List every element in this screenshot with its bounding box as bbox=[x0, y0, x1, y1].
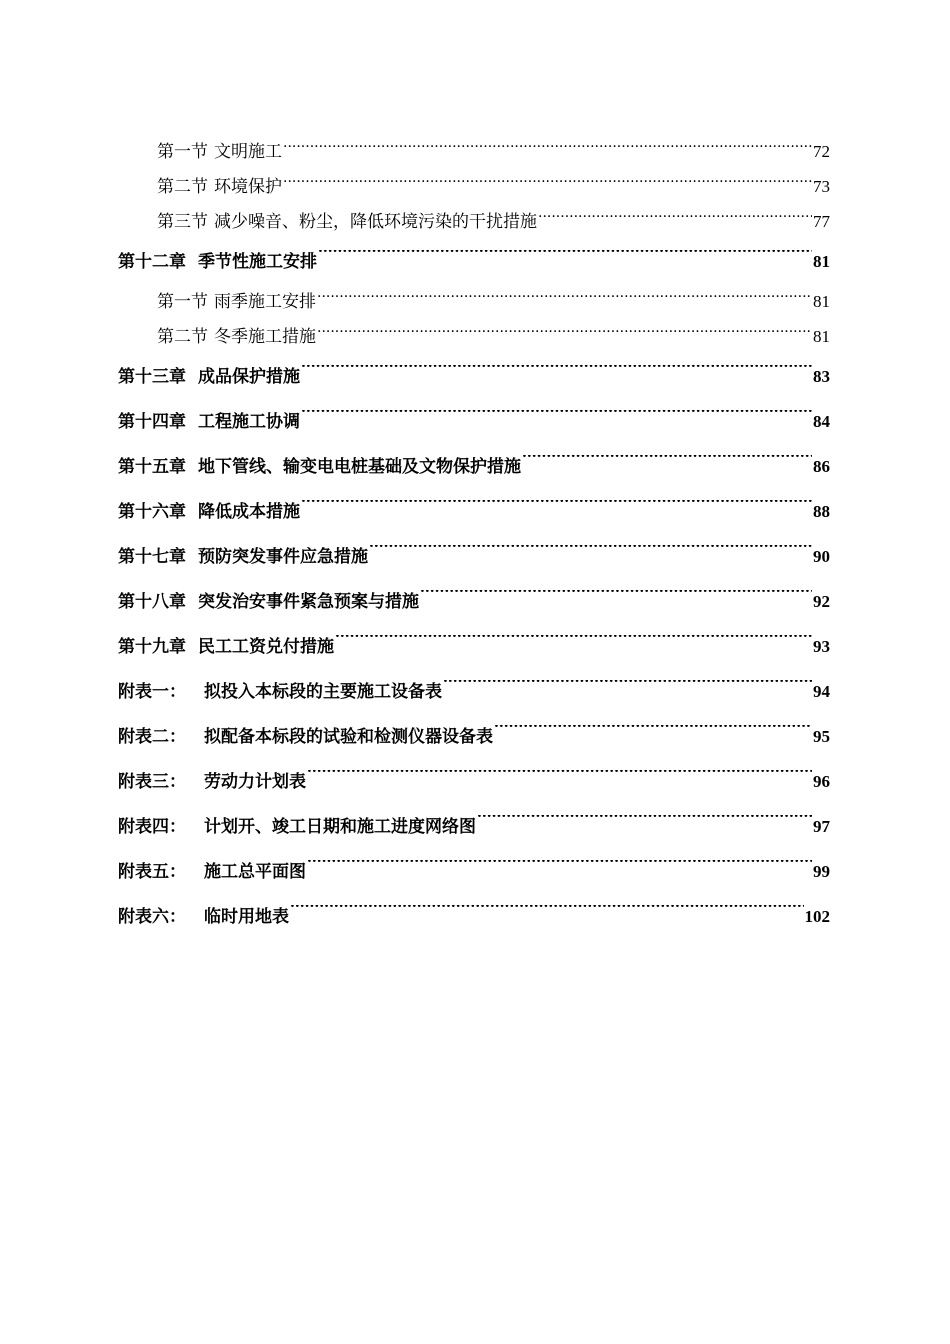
toc-entry-label: 第十五章 bbox=[118, 457, 186, 477]
toc-entry-title: 拟配备本标段的试验和检测仪器设备表 bbox=[204, 727, 493, 747]
toc-dot-leader bbox=[369, 545, 812, 562]
toc-entry-label: 附表一： bbox=[118, 682, 186, 702]
toc-entry-title: 降低成本措施 bbox=[198, 502, 300, 522]
toc-dot-leader bbox=[301, 365, 812, 382]
toc-entry-section[interactable] bbox=[118, 284, 830, 319]
toc-entry-appendix[interactable] bbox=[118, 894, 830, 939]
toc-entry-title: 环境保护 bbox=[214, 177, 282, 197]
toc-dot-leader bbox=[317, 290, 812, 307]
toc-entry-chapter[interactable] bbox=[118, 534, 830, 579]
toc-entry-page: 88 bbox=[813, 502, 830, 521]
toc-entry-label: 附表四： bbox=[118, 817, 186, 837]
toc-entry-title: 成品保护措施 bbox=[198, 367, 300, 387]
toc-entry-label: 第二节 bbox=[157, 177, 208, 197]
toc-entry-page: 84 bbox=[813, 412, 830, 431]
toc-entry-label: 第一节 bbox=[157, 292, 208, 312]
toc-dot-leader bbox=[283, 175, 812, 192]
toc-dot-leader bbox=[307, 860, 812, 877]
toc-entry-section[interactable] bbox=[118, 134, 830, 169]
toc-entry-page: 97 bbox=[813, 817, 830, 836]
toc-entry-chapter[interactable] bbox=[118, 239, 830, 284]
toc-entry-title: 预防突发事件应急措施 bbox=[198, 547, 368, 567]
toc-entry-label: 第十八章 bbox=[118, 592, 186, 612]
toc-entry-page: 93 bbox=[813, 637, 830, 656]
toc-entry-title: 文明施工 bbox=[214, 142, 282, 162]
toc-entry-title: 冬季施工措施 bbox=[214, 327, 316, 347]
toc-dot-leader bbox=[494, 725, 812, 742]
toc-dot-leader bbox=[301, 500, 812, 517]
toc-dot-leader bbox=[335, 635, 812, 652]
toc-entry-title: 施工总平面图 bbox=[204, 862, 306, 882]
toc-dot-leader bbox=[443, 680, 812, 697]
toc-entry-title: 工程施工协调 bbox=[198, 412, 300, 432]
toc-entry-label: 第十七章 bbox=[118, 547, 186, 567]
toc-entry-label: 第三节 bbox=[157, 212, 208, 232]
toc-entry-page: 90 bbox=[813, 547, 830, 566]
toc-entry-section[interactable] bbox=[118, 169, 830, 204]
toc-dot-leader bbox=[538, 210, 812, 227]
toc-entry-page: 99 bbox=[813, 862, 830, 881]
toc-entry-label: 第十四章 bbox=[118, 412, 186, 432]
toc-entry-label: 第二节 bbox=[157, 327, 208, 347]
toc-entry-title: 计划开、竣工日期和施工进度网络图 bbox=[204, 817, 476, 837]
toc-entry-section[interactable] bbox=[118, 319, 830, 354]
toc-entry-appendix[interactable] bbox=[118, 804, 830, 849]
table-of-contents bbox=[118, 134, 830, 939]
toc-dot-leader bbox=[317, 325, 812, 342]
toc-entry-title: 突发治安事件紧急预案与措施 bbox=[198, 592, 419, 612]
toc-entry-page: 81 bbox=[813, 327, 830, 346]
toc-dot-leader bbox=[307, 770, 812, 787]
toc-entry-label: 第十三章 bbox=[118, 367, 186, 387]
toc-entry-page: 102 bbox=[804, 907, 830, 926]
toc-entry-page: 73 bbox=[813, 177, 830, 196]
toc-entry-page: 96 bbox=[813, 772, 830, 791]
toc-entry-appendix[interactable] bbox=[118, 849, 830, 894]
toc-dot-leader bbox=[477, 815, 812, 832]
toc-entry-page: 81 bbox=[813, 292, 830, 311]
toc-entry-chapter[interactable] bbox=[118, 444, 830, 489]
toc-dot-leader bbox=[522, 455, 812, 472]
toc-entry-page: 83 bbox=[813, 367, 830, 386]
toc-entry-page: 81 bbox=[813, 252, 830, 271]
toc-entry-page: 72 bbox=[813, 142, 830, 161]
toc-entry-label: 附表二： bbox=[118, 727, 186, 747]
toc-entry-chapter[interactable] bbox=[118, 579, 830, 624]
toc-entry-label: 第一节 bbox=[157, 142, 208, 162]
toc-entry-appendix[interactable] bbox=[118, 669, 830, 714]
toc-entry-title: 季节性施工安排 bbox=[198, 252, 317, 272]
toc-entry-label: 附表六： bbox=[118, 907, 186, 927]
toc-entry-title: 雨季施工安排 bbox=[214, 292, 316, 312]
toc-entry-page: 94 bbox=[813, 682, 830, 701]
toc-entry-label: 第十六章 bbox=[118, 502, 186, 522]
toc-entry-title: 劳动力计划表 bbox=[204, 772, 306, 792]
toc-entry-appendix[interactable] bbox=[118, 759, 830, 804]
toc-dot-leader bbox=[420, 590, 812, 607]
toc-entry-title: 拟投入本标段的主要施工设备表 bbox=[204, 682, 442, 702]
toc-entry-page: 92 bbox=[813, 592, 830, 611]
toc-entry-label: 第十九章 bbox=[118, 637, 186, 657]
toc-dot-leader bbox=[290, 905, 804, 922]
toc-entry-label: 附表五： bbox=[118, 862, 186, 882]
toc-entry-title: 民工工资兑付措施 bbox=[198, 637, 334, 657]
toc-dot-leader bbox=[301, 410, 812, 427]
toc-entry-chapter[interactable] bbox=[118, 354, 830, 399]
toc-dot-leader bbox=[283, 140, 812, 157]
toc-entry-label: 第十二章 bbox=[118, 252, 186, 272]
toc-entry-page: 95 bbox=[813, 727, 830, 746]
toc-entry-chapter[interactable] bbox=[118, 399, 830, 444]
toc-entry-title: 地下管线、输变电电桩基础及文物保护措施 bbox=[198, 457, 521, 477]
toc-entry-chapter[interactable] bbox=[118, 624, 830, 669]
toc-entry-title: 减少噪音、粉尘，降低环境污染的干扰措施 bbox=[214, 212, 537, 232]
toc-entry-chapter[interactable] bbox=[118, 489, 830, 534]
toc-entry-appendix[interactable] bbox=[118, 714, 830, 759]
toc-entry-page: 77 bbox=[813, 212, 830, 231]
toc-dot-leader bbox=[318, 250, 812, 267]
toc-entry-page: 86 bbox=[813, 457, 830, 476]
toc-entry-title: 临时用地表 bbox=[204, 907, 289, 927]
toc-entry-section[interactable] bbox=[118, 204, 830, 239]
toc-entry-label: 附表三： bbox=[118, 772, 186, 792]
